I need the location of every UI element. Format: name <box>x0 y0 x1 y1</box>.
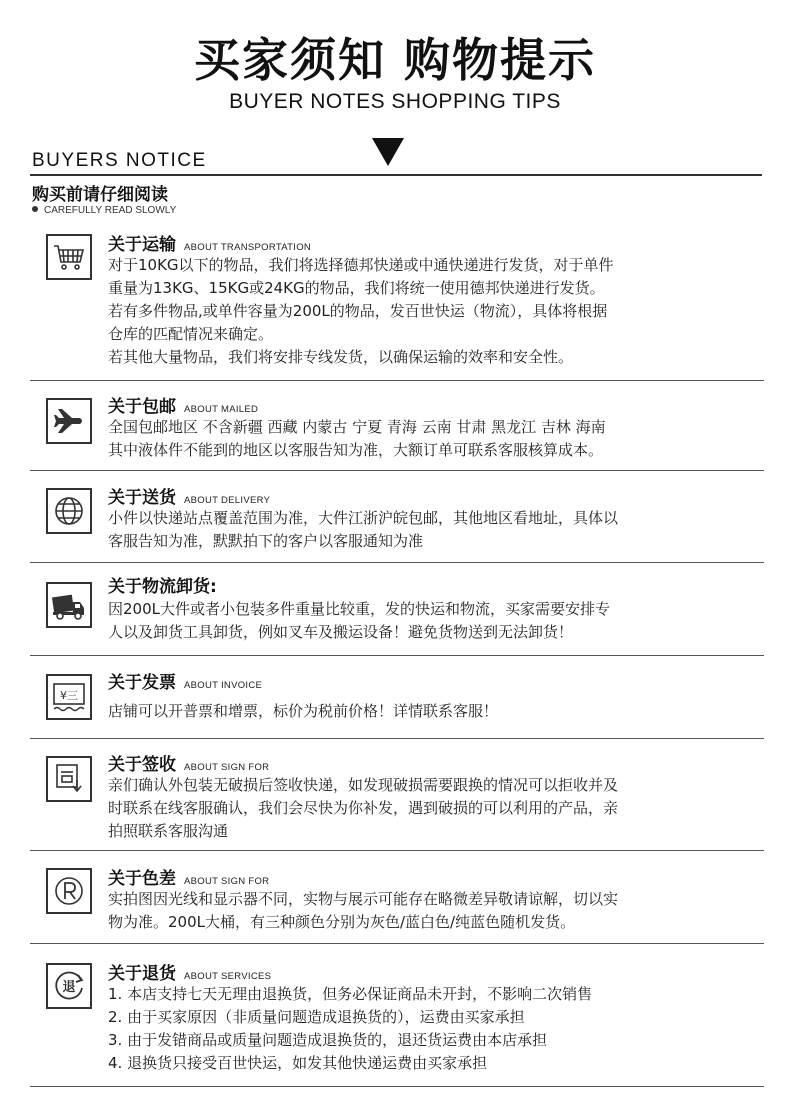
section-title: 关于签收 ABOUT SIGN FOR <box>108 755 270 775</box>
section-divider <box>30 1086 764 1087</box>
section-transportation <box>46 230 762 370</box>
section-divider <box>30 562 764 563</box>
read-carefully-en-text: CAREFULLY READ SLOWLY <box>44 205 177 216</box>
section-body: 全国包邮地区 不含新疆 西藏 内蒙古 宁夏 青海 云南 甘肃 黑龙江 吉林 海南 其中液体件不能到的地区以客服告知为准，大额订单可联系客服核算成本。 <box>108 418 606 459</box>
section-delivery <box>46 483 762 558</box>
section-sign-for <box>46 750 762 845</box>
section-divider <box>30 470 764 471</box>
svg-text:退: 退 <box>62 980 76 995</box>
section-divider <box>30 943 764 944</box>
section-color-difference <box>46 864 762 939</box>
section-returns <box>46 959 762 1084</box>
down-arrow-icon <box>372 138 404 166</box>
truck-icon <box>46 582 92 628</box>
section-body: 亲们确认外包装无破损后签收快递，如发现破损需要跟换的情况可以拒收并及 时联系在线客服确认，我们会尽快为你补发，遇到破损的可以利用的产品，亲 拍照联系客服沟通 <box>108 776 619 840</box>
page-subtitle: BUYER NOTES SHOPPING TIPS <box>229 90 561 113</box>
bullet-icon <box>32 206 38 212</box>
section-title: 关于发票 ABOUT INVOICE <box>108 673 263 693</box>
section-divider <box>30 738 764 739</box>
invoice-icon <box>46 674 92 720</box>
globe-icon <box>46 488 92 534</box>
section-body: 1. 本店支持七天无理由退换货，但务必保证商品未开封，不影响二次销售 2. 由于买家原因（非质量问题造成退换货的），运费由买家承担 3. 由于发错商品或质量问题造成退换货的，退还货运费由本店承担 4. 退换货只接受百世快运，如发其他快递运费由买家承担 <box>108 985 593 1072</box>
section-divider <box>30 850 764 851</box>
section-body: 店铺可以开普票和增票，标价为税前价格！详情联系客服！ <box>108 702 499 720</box>
read-carefully-en <box>32 205 176 216</box>
section-divider <box>30 655 764 656</box>
section-divider <box>30 380 764 381</box>
sign-for-icon <box>46 756 92 802</box>
section-title: 关于色差 ABOUT SIGN FOR <box>108 869 270 889</box>
shopping-cart-icon <box>46 234 92 280</box>
registered-icon <box>46 868 92 914</box>
section-title: 关于包邮 ABOUT MAILED <box>108 397 259 417</box>
section-body: 实拍图因光线和显示器不同，实物与展示可能存在略微差异敬请谅解，切以实 物为准。200L大桶，有三种颜色分别为灰色/蓝白色/纯蓝色随机发货。 <box>108 890 619 931</box>
section-body: 因200L大件或者小包装多件重量比较重，发的快运和物流，买家需要安排专 人以及卸货工具卸货，例如叉车及搬运设备！避免货物送到无法卸货！ <box>108 600 610 641</box>
heading-divider <box>30 174 762 176</box>
section-title: 关于退货 ABOUT SERVICES <box>108 964 272 984</box>
svg-text:¥三: ¥三 <box>60 689 78 702</box>
section-mailed <box>46 392 762 467</box>
section-title: 关于送货 ABOUT DELIVERY <box>108 488 271 508</box>
airplane-icon <box>46 398 92 444</box>
buyers-notice-heading: BUYERS NOTICE <box>32 150 207 171</box>
section-body: 对于10KG以下的物品，我们将选择德邦快递或中通快递进行发货，对于单件 重量为13KG、15KG或24KG的物品，我们将统一使用德邦快递进行发货。 若有多件物品,或单件容量为200L的物品，发百世快运（物流），具体将根据 仓库的匹配情况来确定。 若其他大量物品，我们将安排专线发货，以确保运输的效率和安全性。 <box>108 256 614 366</box>
section-title: 关于运输 ABOUT TRANSPORTATION <box>108 235 312 255</box>
section-body: 小件以快递站点覆盖范围为准，大件江浙沪皖包邮，其他地区看地址，具体以 客服告知为准，默默拍下的客户以客服通知为准 <box>108 509 619 550</box>
read-carefully-zh: 购买前请仔细阅读 <box>32 185 168 205</box>
section-title: 关于物流卸货: <box>108 577 217 597</box>
section-unloading <box>46 572 762 652</box>
section-invoice <box>46 668 762 733</box>
page-title: 买家须知 购物提示 <box>193 33 596 87</box>
return-icon <box>46 963 92 1009</box>
